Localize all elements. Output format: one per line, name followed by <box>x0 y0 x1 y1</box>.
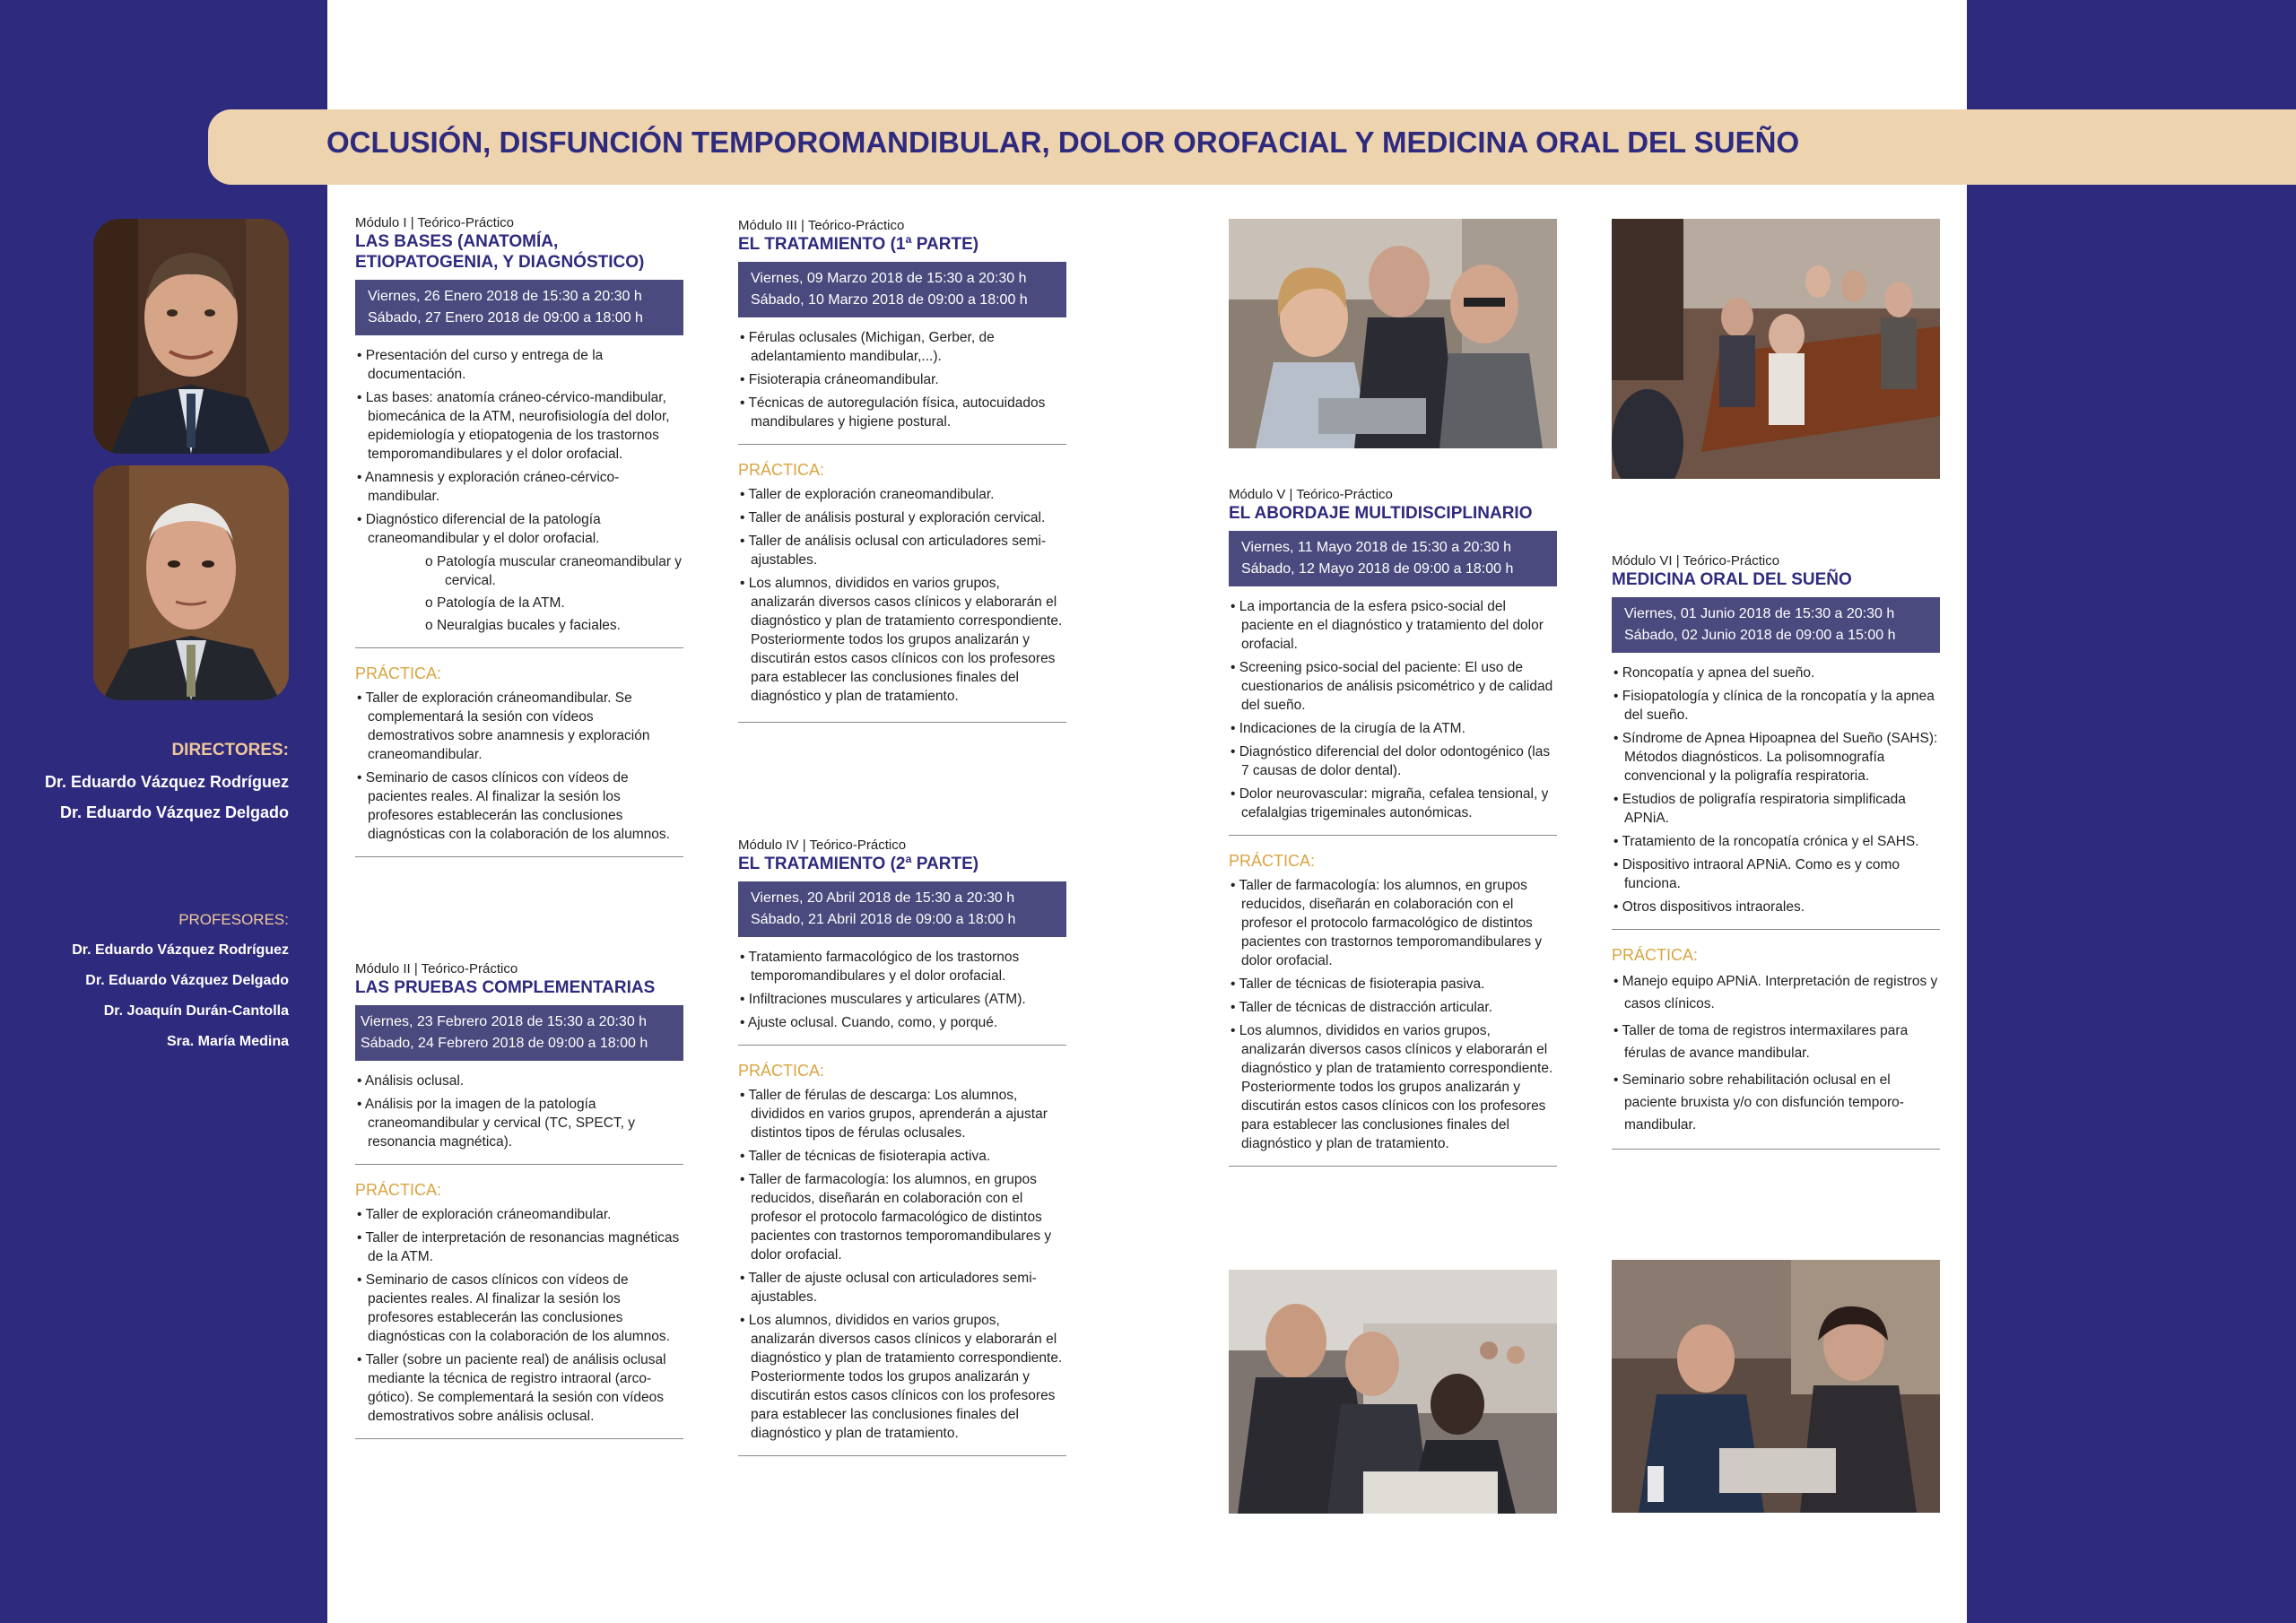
list-item: • Fisiopatología y clínica de la roncopatía y la apnea del sueño. <box>1612 687 1940 725</box>
list-item: • Taller de interpretación de resonancias magnéticas de la ATM. <box>355 1228 683 1266</box>
list-item: • Roncopatía y apnea del sueño. <box>1612 664 1940 682</box>
divider <box>355 1438 683 1439</box>
list-item: • Taller de toma de registros intermaxilares para férulas de avance mandibular. <box>1612 1020 1940 1064</box>
list-item: o Neuralgias bucales y faciales. <box>425 616 683 635</box>
list-item: • Ajuste oclusal. Cuando, como, y porqué. <box>738 1013 1066 1032</box>
workshop-photo-1 <box>1229 219 1557 448</box>
list-item: • Fisioterapia cráneomandibular. <box>738 370 1066 389</box>
professor-name: Dr. Eduardo Vázquez Delgado <box>85 973 289 988</box>
list-item: • Taller de análisis oclusal con articuladores semi-ajustables. <box>738 532 1066 569</box>
divider <box>738 722 1066 723</box>
page-title: OCLUSIÓN, DISFUNCIÓN TEMPOROMANDIBULAR, DOLOR OROFACIAL Y MEDICINA ORAL DEL SUEÑO <box>326 126 1800 159</box>
list-item: • Diagnóstico diferencial de la patología craneomandibular y el dolor orofacial. <box>355 510 683 548</box>
module-topics <box>1612 664 1940 916</box>
list-item: • Análisis oclusal. <box>355 1072 683 1090</box>
portrait-photo-1 <box>93 219 289 454</box>
divider <box>355 1164 683 1165</box>
divider <box>355 647 683 648</box>
list-item: • Taller de exploración cráneomandibular. <box>355 1205 683 1224</box>
module-dates: Viernes, 20 Abril 2018 de 15:30 a 20:30 h Sábado, 21 Abril 2018 de 09:00 a 18:00 h <box>738 881 1066 937</box>
module-label: Módulo VI | Teórico-Práctico <box>1612 553 1780 568</box>
practica-heading: PRÁCTICA: <box>738 461 825 479</box>
list-item: • Estudios de poligrafía respiratoria simplificada APNiA. <box>1612 790 1940 828</box>
practica-list <box>738 485 1066 706</box>
module-topics <box>355 1072 683 1151</box>
divider <box>738 1455 1066 1456</box>
list-item: • Anamnesis y exploración cráneo-cérvico-mandibular. <box>355 468 683 506</box>
list-item: • Taller de exploración craneomandibular. <box>738 485 1066 504</box>
list-item: • Diagnóstico diferencial del dolor odontogénico (las 7 causas de dolor dental). <box>1229 742 1557 780</box>
professor-name: Sra. María Medina <box>166 1034 289 1049</box>
module-dates: Viernes, 26 Enero 2018 de 15:30 a 20:30 h Sábado, 27 Enero 2018 de 09:00 a 18:00 h <box>355 280 683 335</box>
workshop-photo-2 <box>1229 1270 1557 1514</box>
list-item: • Férulas oclusales (Michigan, Gerber, de adelantamiento mandibular,...). <box>738 328 1066 366</box>
list-item: • Seminario sobre rehabilitación oclusal en el paciente bruxista y/o con disfunción temporo-mandibular. <box>1612 1069 1940 1136</box>
list-item: • Taller de farmacología: los alumnos, en grupos reducidos, diseñarán en colaboración con el profesor el protocolo farmacológico de distintos pacientes con trastornos temporomandibulares y dolor orofacial. <box>1229 876 1557 970</box>
list-item: o Patología de la ATM. <box>425 594 683 612</box>
module-label: Módulo II | Teórico-Práctico <box>355 961 518 976</box>
list-item: • Taller de ajuste oclusal con articuladores semi-ajustables. <box>738 1269 1066 1306</box>
list-item: • Taller de análisis postural y exploración cervical. <box>738 508 1066 527</box>
module-dates: Viernes, 09 Marzo 2018 de 15:30 a 20:30 h Sábado, 10 Marzo 2018 de 09:00 a 18:00 h <box>738 262 1066 317</box>
divider <box>738 1045 1066 1046</box>
list-item: • Los alumnos, divididos en varios grupos, analizarán diversos casos clínicos y elaborarán el diagnóstico y plan de tratamiento correspondiente. Posteriormente todos los grupos analizarán y discutirán estos casos clínicos con los profesores para establecer las conclusiones finales del diagnóstico y plan de tratamiento. <box>738 574 1066 706</box>
list-item: • Taller de técnicas de fisioterapia activa. <box>738 1147 1066 1166</box>
module-label: Módulo I | Teórico-Práctico <box>355 215 515 230</box>
divider <box>1229 835 1557 836</box>
module-topics <box>738 328 1066 431</box>
divider <box>738 444 1066 445</box>
list-item: • Screening psico-social del paciente: El uso de cuestionarios de análisis psicométrico y de calidad del sueño. <box>1229 658 1557 715</box>
list-item: • Dolor neurovascular: migraña, cefalea tensional, y cefalalgias trigeminales autonómicas. <box>1229 785 1557 822</box>
professors-label: PROFESORES: <box>178 911 289 928</box>
module-label: Módulo V | Teórico-Práctico <box>1229 487 1393 502</box>
list-item: • Las bases: anatomía cráneo-cérvico-mandibular, biomecánica de la ATM, neurofisiología del dolor, epidemiología y etiopatogenia de los trastornos temporomandibulares y el dolor orofacial. <box>355 388 683 464</box>
list-item: • Dispositivo intraoral APNiA. Como es y como funciona. <box>1612 855 1940 893</box>
list-item: • Técnicas de autoregulación física, autocuidados mandibulares y higiene postural. <box>738 394 1066 431</box>
list-item: • Taller de férulas de descarga: Los alumnos, divididos en varios grupos, aprenderán a ajustar distintos tipos de férulas oclusales. <box>738 1086 1066 1142</box>
director-name: Dr. Eduardo Vázquez Rodríguez <box>44 773 289 791</box>
module-title: EL TRATAMIENTO (2ª PARTE) <box>738 855 979 873</box>
list-item: • Tratamiento de la roncopatía crónica y el SAHS. <box>1612 832 1940 851</box>
professor-name: Dr. Joaquín Durán-Cantolla <box>103 1003 289 1019</box>
module-title: LAS BASES (ANATOMÍA, ETIOPATOGENIA, Y DIAGNÓSTICO) <box>355 232 645 272</box>
divider <box>1612 1149 1940 1150</box>
divider <box>1229 1166 1557 1167</box>
module-5 <box>1229 487 1557 1167</box>
list-item: • Los alumnos, divididos en varios grupos, analizarán diversos casos clínicos y elaborarán el diagnóstico y plan de tratamiento correspondiente. Posteriormente todos los grupos analizarán y discutirán estos casos clínicos con los profesores para establecer las conclusiones finales del diagnóstico y plan de tratamiento. <box>1229 1021 1557 1153</box>
list-item: • Taller de técnicas de fisioterapia pasiva. <box>1229 975 1557 994</box>
list-item: • Taller (sobre un paciente real) de análisis oclusal mediante la técnica de registro intraoral (arco-gótico). Se complementará la sesión con vídeos demostrativos sobre análisis oclusal. <box>355 1350 683 1426</box>
practica-heading: PRÁCTICA: <box>355 664 442 682</box>
list-item: • La importancia de la esfera psico-social del paciente en el diagnóstico y tratamiento del dolor orofacial. <box>1229 597 1557 654</box>
practica-list <box>1229 876 1557 1153</box>
module-title: EL TRATAMIENTO (1ª PARTE) <box>738 235 979 254</box>
module-dates: Viernes, 11 Mayo 2018 de 15:30 a 20:30 h Sábado, 12 Mayo 2018 de 09:00 a 18:00 h <box>1229 531 1557 586</box>
list-item: o Patología muscular craneomandibular y cervical. <box>425 552 683 590</box>
module-title: MEDICINA ORAL DEL SUEÑO <box>1612 570 1852 589</box>
module-6 <box>1612 553 1940 1150</box>
list-item: • Taller de técnicas de distracción articular. <box>1229 998 1557 1017</box>
practica-heading: PRÁCTICA: <box>738 1062 825 1080</box>
module-subtopics <box>425 552 683 635</box>
list-item: • Análisis por la imagen de la patología craneomandibular y cervical (TC, SPECT, y resonancia magnética). <box>355 1095 683 1151</box>
module-topics <box>1229 597 1557 822</box>
practica-list <box>355 689 683 844</box>
list-item: • Taller de farmacología: los alumnos, en grupos reducidos, diseñarán en colaboración con el profesor el protocolo farmacológico de distintos pacientes con trastornos temporomandibulares y dolor orofacial. <box>738 1170 1066 1264</box>
practica-heading: PRÁCTICA: <box>355 1181 442 1199</box>
module-3 <box>738 218 1066 723</box>
module-title: LAS PRUEBAS COMPLEMENTARIAS <box>355 978 656 997</box>
list-item: • Infiltraciones musculares y articulares (ATM). <box>738 990 1066 1009</box>
list-item: • Taller de exploración cráneomandibular. Se complementará la sesión con vídeos demostrativos sobre anamnesis y exploración craneomandibular. <box>355 689 683 764</box>
list-item: • Manejo equipo APNiA. Interpretación de registros y casos clínicos. <box>1612 970 1940 1015</box>
list-item: • Seminario de casos clínicos con vídeos de pacientes reales. Al finalizar la sesión los profesores establecerán las conclusiones diagnósticas con la colaboración de los alumnos. <box>355 768 683 844</box>
module-label: Módulo IV | Teórico-Práctico <box>738 838 907 853</box>
practica-heading: PRÁCTICA: <box>1229 852 1316 870</box>
list-item: • Los alumnos, divididos en varios grupos, analizarán diversos casos clínicos y elaborarán el diagnóstico y plan de tratamiento correspondiente. Posteriormente todos los grupos analizarán y discutirán estos casos clínicos con los profesores para establecer las conclusiones finales del diagnóstico y plan de tratamiento. <box>738 1311 1066 1443</box>
list-item: • Presentación del curso y entrega de la documentación. <box>355 346 683 384</box>
module-1 <box>355 215 683 857</box>
classroom-photo <box>1612 219 1940 479</box>
portrait-photo-2 <box>93 465 289 700</box>
right-sidebar-band <box>1967 0 2296 1623</box>
directors-label: DIRECTORES: <box>171 741 289 759</box>
module-label: Módulo III | Teórico-Práctico <box>738 218 905 233</box>
practica-list <box>355 1205 683 1426</box>
professor-name: Dr. Eduardo Vázquez Rodríguez <box>72 942 289 958</box>
module-topics <box>738 948 1066 1032</box>
director-name: Dr. Eduardo Vázquez Delgado <box>59 803 289 821</box>
list-item: • Indicaciones de la cirugía de la ATM. <box>1229 719 1557 738</box>
module-topics <box>355 346 683 548</box>
list-item: • Síndrome de Apnea Hipoapnea del Sueño (SAHS): Métodos diagnósticos. La polisomnografía convencional y la poligrafía respiratoria. <box>1612 729 1940 785</box>
module-dates: Viernes, 01 Junio 2018 de 15:30 a 20:30 h Sábado, 02 Junio 2018 de 09:00 a 15:00 h <box>1612 597 1940 653</box>
module-dates: Viernes, 23 Febrero 2018 de 15:30 a 20:30 h Sábado, 24 Febrero 2018 de 09:00 a 18:00 h <box>355 1005 683 1061</box>
list-item: • Otros dispositivos intraorales. <box>1612 898 1940 916</box>
module-4 <box>738 838 1066 1456</box>
practica-list <box>738 1086 1066 1443</box>
list-item: • Seminario de casos clínicos con vídeos de pacientes reales. Al finalizar la sesión los profesores establecerán las conclusiones diagnósticas con la colaboración de los alumnos. <box>355 1271 683 1346</box>
module-title: EL ABORDAJE MULTIDISCIPLINARIO <box>1229 504 1533 523</box>
practica-list <box>1612 970 1940 1136</box>
list-item: • Tratamiento farmacológico de los trastornos temporomandibulares y el dolor orofacial. <box>738 948 1066 985</box>
module-2 <box>355 961 683 1439</box>
practica-heading: PRÁCTICA: <box>1612 946 1699 964</box>
workshop-photo-3 <box>1612 1260 1940 1513</box>
divider <box>1612 929 1940 930</box>
divider <box>355 856 683 857</box>
